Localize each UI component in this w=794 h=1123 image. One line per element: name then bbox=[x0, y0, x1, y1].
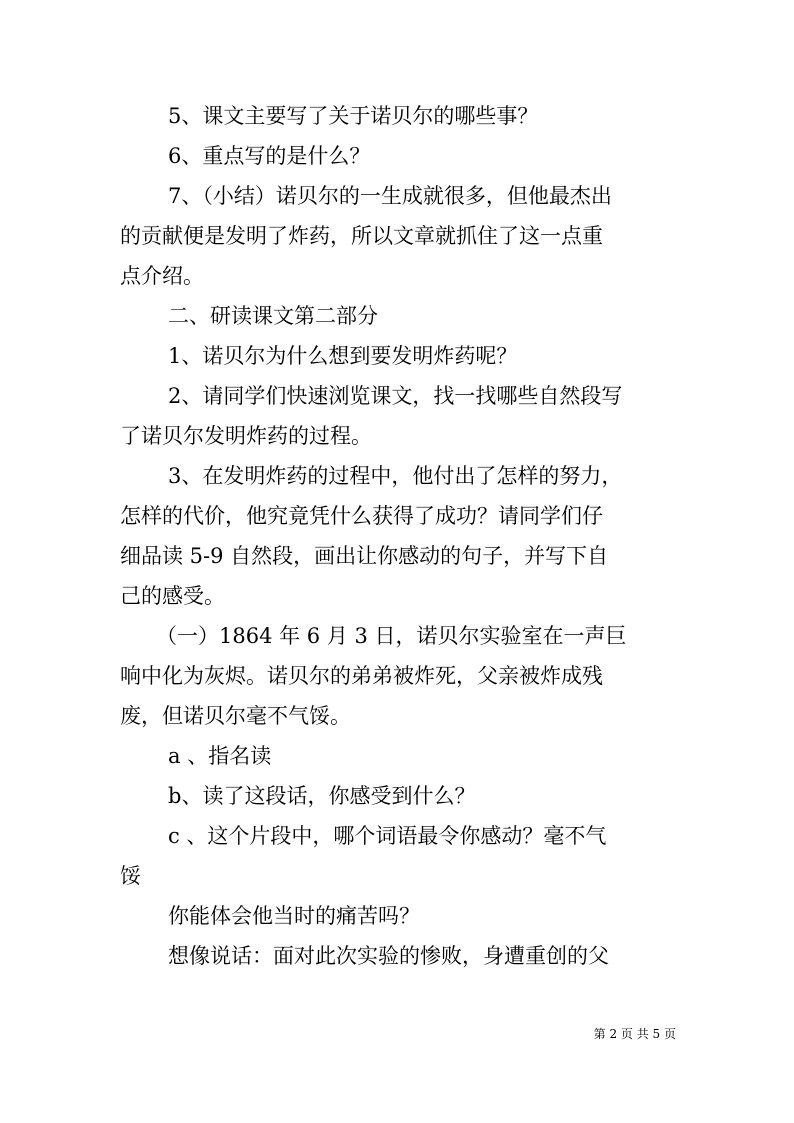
passage-line-1: （一）1864 年 6 月 3 日，诺贝尔实验室在一声巨 bbox=[156, 624, 627, 648]
question-6: 6、重点写的是什么？ bbox=[168, 144, 371, 168]
question-3-line-3: 细品读 5-9 自然段，画出让你感动的句子，并写下自 bbox=[120, 544, 609, 568]
prompt-line: 你能体会他当时的痛苦吗？ bbox=[168, 904, 420, 928]
summary-line-3: 点介绍。 bbox=[120, 264, 204, 288]
step-a: a 、指名读 bbox=[168, 744, 272, 768]
document-body bbox=[120, 96, 676, 976]
passage-line-2: 响中化为灰烬。诺贝尔的弟弟被炸死，父亲被炸成残 bbox=[120, 664, 603, 688]
imagine-line: 想像说话：面对此次实验的惨败，身遭重创的父 bbox=[168, 944, 609, 968]
question-3-line-1: 3、在发明炸药的过程中，他付出了怎样的努力， bbox=[168, 464, 623, 488]
step-b: b、读了这段话，你感受到什么？ bbox=[168, 784, 476, 808]
question-5: 5、课文主要写了关于诺贝尔的哪些事？ bbox=[168, 104, 539, 128]
section-heading: 二、研读课文第二部分 bbox=[168, 304, 378, 328]
question-2-line-2: 了诺贝尔发明炸药的过程。 bbox=[120, 424, 372, 448]
summary-line-2: 的贡献便是发明了炸药，所以文章就抓住了这一点重 bbox=[120, 224, 603, 248]
step-c-line-1: c 、这个片段中，哪个词语最令你感动？毫不气 bbox=[168, 824, 607, 848]
summary-line-1: 7、（小结）诺贝尔的一生成就很多，但他最杰出 bbox=[168, 184, 612, 208]
question-3-line-2: 怎样的代价，他究竟凭什么获得了成功？请同学们仔 bbox=[120, 504, 603, 528]
page-indicator: 第 2 页 共 5 页 bbox=[593, 1027, 676, 1041]
question-2-line-1: 2、请同学们快速浏览课文，找一找哪些自然段写 bbox=[168, 384, 623, 408]
step-c-line-2: 馁 bbox=[120, 864, 141, 888]
question-1: 1、诺贝尔为什么想到要发明炸药呢？ bbox=[168, 344, 518, 368]
passage-line-3: 废，但诺贝尔毫不气馁。 bbox=[120, 704, 351, 728]
question-3-line-4: 己的感受。 bbox=[120, 584, 225, 608]
